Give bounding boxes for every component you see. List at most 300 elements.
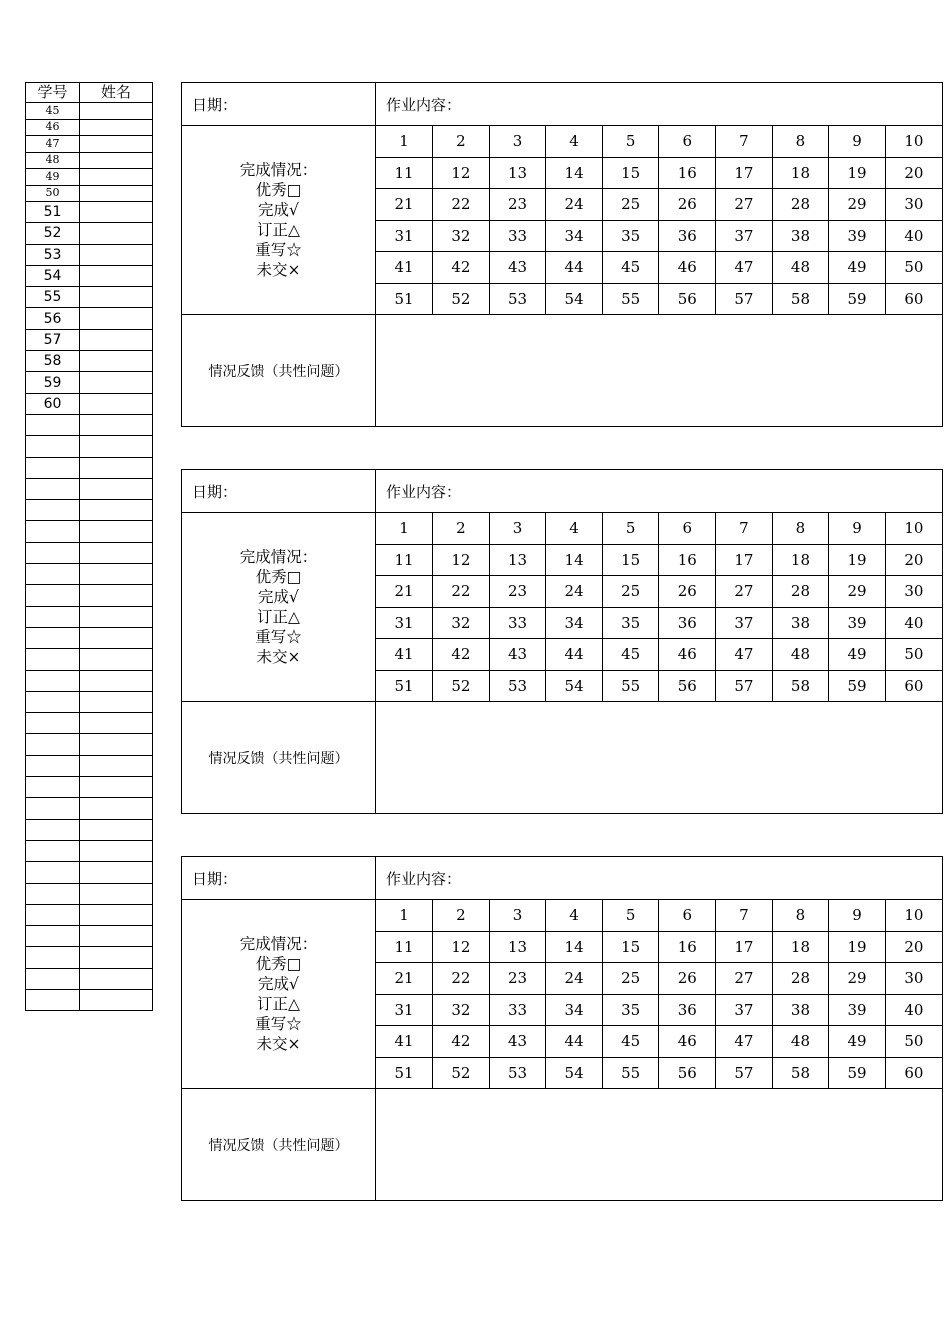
completion-legend-item: 订正△	[257, 221, 300, 239]
student-number: 55	[26, 287, 80, 308]
student-number-cell[interactable]: 58	[772, 670, 829, 701]
student-number-cell[interactable]: 33	[489, 220, 546, 252]
student-number-cell[interactable]: 55	[602, 670, 659, 701]
student-number-cell[interactable]: 14	[546, 544, 603, 576]
student-number-cell[interactable]: 35	[602, 994, 659, 1026]
student-number-cell[interactable]: 42	[433, 639, 490, 671]
completion-legend	[182, 126, 376, 315]
student-number-cell[interactable]: 26	[659, 963, 716, 995]
completion-legend-item: 重写☆	[255, 241, 302, 259]
student-number-cell[interactable]	[26, 500, 80, 521]
student-number-cell[interactable]: 27	[716, 189, 773, 221]
student-number-cell[interactable]	[26, 436, 80, 457]
student-number-cell[interactable]: 12	[433, 931, 490, 963]
student-number-cell[interactable]: 49	[829, 1026, 886, 1058]
student-number-cell[interactable]: 52	[433, 1057, 490, 1088]
student-number-cell[interactable]: 34	[546, 607, 603, 639]
feedback-row	[182, 1089, 943, 1201]
student-name-cell[interactable]	[80, 265, 153, 286]
student-number-cell[interactable]: 3	[489, 900, 546, 931]
student-number-cell[interactable]: 31	[376, 220, 433, 252]
student-number-cell[interactable]: 19	[829, 544, 886, 576]
student-number-cell[interactable]: 43	[489, 1026, 546, 1058]
student-number-cell[interactable]: 35	[602, 607, 659, 639]
student-number-cell[interactable]: 60	[885, 670, 942, 701]
student-number-cell[interactable]: 49	[829, 639, 886, 671]
student-number-cell[interactable]: 42	[433, 252, 490, 284]
student-number-cell[interactable]: 27	[716, 576, 773, 608]
student-number-cell[interactable]: 23	[489, 576, 546, 608]
student-name-cell[interactable]	[80, 436, 153, 457]
student-name-cell[interactable]	[80, 542, 153, 563]
number-grid-row	[376, 931, 942, 963]
student-number: 45	[26, 103, 80, 120]
student-number-cell[interactable]: 16	[659, 544, 716, 576]
student-number-cell[interactable]: 14	[546, 931, 603, 963]
student-number-cell[interactable]: 2	[433, 126, 490, 157]
homework-content-field[interactable]: 作业内容：	[376, 83, 943, 126]
student-number-cell[interactable]: 56	[659, 283, 716, 314]
student-number-cell[interactable]: 59	[829, 670, 886, 701]
student-number-cell[interactable]	[26, 542, 80, 563]
student-number-cell[interactable]: 21	[376, 963, 433, 995]
student-number-cell[interactable]: 3	[489, 513, 546, 544]
completion-legend-item: 重写☆	[255, 628, 302, 646]
student-number-cell[interactable]	[26, 521, 80, 542]
student-number-cell[interactable]: 36	[659, 994, 716, 1026]
student-number-cell[interactable]	[26, 968, 80, 989]
student-number-cell[interactable]: 2	[433, 513, 490, 544]
student-number-cell[interactable]: 39	[829, 607, 886, 639]
student-name-cell[interactable]	[80, 521, 153, 542]
roster-row-empty	[26, 926, 153, 947]
student-number-cell[interactable]: 58	[772, 283, 829, 314]
student-name-cell[interactable]	[80, 414, 153, 435]
student-name-cell[interactable]	[80, 103, 153, 120]
roster-row-empty	[26, 436, 153, 457]
student-number-cell[interactable]: 59	[829, 1057, 886, 1088]
student-name-cell[interactable]	[80, 223, 153, 244]
student-number-cell[interactable]: 57	[716, 670, 773, 701]
student-name-cell[interactable]	[80, 734, 153, 755]
student-name-cell[interactable]	[80, 119, 153, 136]
student-number-cell[interactable]: 4	[546, 513, 603, 544]
student-number-cell[interactable]: 7	[716, 513, 773, 544]
student-number-cell[interactable]: 30	[885, 576, 942, 608]
student-name-cell[interactable]	[80, 904, 153, 925]
student-number-cell[interactable]: 47	[716, 252, 773, 284]
student-number-cell[interactable]	[26, 585, 80, 606]
student-number-cell[interactable]: 37	[716, 994, 773, 1026]
student-number-cell[interactable]: 8	[772, 126, 829, 157]
student-number-cell[interactable]: 8	[772, 513, 829, 544]
student-number-cell[interactable]: 32	[433, 220, 490, 252]
student-name-cell[interactable]	[80, 500, 153, 521]
student-number-cell[interactable]	[26, 734, 80, 755]
student-name-cell[interactable]	[80, 862, 153, 883]
student-number-cell[interactable]: 25	[602, 576, 659, 608]
student-number-cell[interactable]: 52	[433, 283, 490, 314]
student-number-cell[interactable]: 7	[716, 900, 773, 931]
number-grid-row	[376, 900, 942, 931]
completion-legend-item: 完成√	[258, 588, 299, 606]
student-number-cell[interactable]: 24	[546, 576, 603, 608]
roster-row	[26, 136, 153, 153]
date-field[interactable]: 日期：	[182, 857, 376, 900]
student-number-cell[interactable]: 6	[659, 513, 716, 544]
student-number-cell[interactable]: 44	[546, 1026, 603, 1058]
student-number-cell[interactable]: 42	[433, 1026, 490, 1058]
student-number-cell[interactable]: 8	[772, 900, 829, 931]
roster-row	[26, 308, 153, 329]
student-number-cell[interactable]: 9	[829, 513, 886, 544]
student-number-cell[interactable]	[26, 989, 80, 1010]
student-number-cell[interactable]: 24	[546, 189, 603, 221]
student-number-cell[interactable]: 38	[772, 220, 829, 252]
student-number-cell[interactable]: 13	[489, 157, 546, 189]
student-number-cell[interactable]	[26, 606, 80, 627]
student-number-cell[interactable]: 45	[602, 639, 659, 671]
student-number-cell[interactable]: 28	[772, 576, 829, 608]
student-number-cell[interactable]: 17	[716, 544, 773, 576]
student-number-cell[interactable]	[26, 883, 80, 904]
student-name-cell[interactable]	[80, 202, 153, 223]
student-number-cell[interactable]: 34	[546, 994, 603, 1026]
student-number-cell[interactable]: 11	[376, 931, 433, 963]
student-name-cell[interactable]	[80, 185, 153, 202]
student-name-cell[interactable]	[80, 606, 153, 627]
student-number-cell[interactable]: 13	[489, 544, 546, 576]
student-number-cell[interactable]: 38	[772, 607, 829, 639]
student-name-cell[interactable]	[80, 968, 153, 989]
student-number-cell[interactable]: 28	[772, 963, 829, 995]
roster-row-empty	[26, 819, 153, 840]
student-number-cell[interactable]: 33	[489, 994, 546, 1026]
student-number-cell[interactable]	[26, 713, 80, 734]
student-name-cell[interactable]	[80, 372, 153, 393]
student-number-cell[interactable]	[26, 457, 80, 478]
student-number-cell[interactable]: 49	[829, 252, 886, 284]
student-number-cell[interactable]	[26, 691, 80, 712]
student-number-cell[interactable]: 46	[659, 1026, 716, 1058]
student-number-cell[interactable]: 31	[376, 607, 433, 639]
student-number-cell[interactable]: 40	[885, 220, 942, 252]
student-number-cell[interactable]: 18	[772, 544, 829, 576]
student-name-cell[interactable]	[80, 819, 153, 840]
student-number-cell[interactable]: 17	[716, 157, 773, 189]
student-number-cell[interactable]: 53	[489, 670, 546, 701]
student-number-cell[interactable]: 27	[716, 963, 773, 995]
student-number-cell[interactable]: 18	[772, 931, 829, 963]
completion-legend-item: 未交×	[256, 261, 301, 279]
student-number-cell[interactable]: 40	[885, 607, 942, 639]
student-name-cell[interactable]	[80, 798, 153, 819]
student-number-cell[interactable]: 4	[546, 126, 603, 157]
student-number-cell[interactable]	[26, 947, 80, 968]
student-number-cell[interactable]: 51	[376, 670, 433, 701]
student-number-cell[interactable]: 16	[659, 157, 716, 189]
student-number-cell[interactable]: 40	[885, 994, 942, 1026]
student-number-cell[interactable]: 25	[602, 189, 659, 221]
student-name-cell[interactable]	[80, 351, 153, 372]
student-name-cell[interactable]	[80, 169, 153, 186]
student-number-cell[interactable]: 16	[659, 931, 716, 963]
student-number-cell[interactable]: 58	[772, 1057, 829, 1088]
student-number-cell[interactable]: 53	[489, 283, 546, 314]
student-name-cell[interactable]	[80, 989, 153, 1010]
student-name-cell[interactable]	[80, 947, 153, 968]
feedback-area[interactable]	[376, 1089, 943, 1201]
student-number-cell[interactable]: 23	[489, 189, 546, 221]
student-name-cell[interactable]	[80, 152, 153, 169]
number-grid-row	[376, 576, 942, 608]
student-number-cell[interactable]: 35	[602, 220, 659, 252]
student-number-cell[interactable]: 23	[489, 963, 546, 995]
student-number-cell[interactable]: 46	[659, 639, 716, 671]
student-number-cell[interactable]: 54	[546, 283, 603, 314]
student-number-cell[interactable]: 9	[829, 900, 886, 931]
student-name-cell[interactable]	[80, 670, 153, 691]
student-number-cell[interactable]: 30	[885, 963, 942, 995]
student-number-cell[interactable]: 51	[376, 1057, 433, 1088]
student-number-cell[interactable]: 2	[433, 900, 490, 931]
student-number-cell[interactable]: 45	[602, 252, 659, 284]
completion-title: 完成情况：	[239, 935, 318, 953]
student-number-cell[interactable]: 41	[376, 1026, 433, 1058]
number-grid-row	[376, 126, 942, 157]
student-number-cell[interactable]: 32	[433, 994, 490, 1026]
student-number-cell[interactable]: 41	[376, 639, 433, 671]
student-number-cell[interactable]: 43	[489, 639, 546, 671]
student-number-cell[interactable]: 6	[659, 126, 716, 157]
student-number-cell[interactable]: 50	[885, 252, 942, 284]
date-field[interactable]: 日期：	[182, 83, 376, 126]
student-number-cell[interactable]: 22	[433, 576, 490, 608]
student-number-cell[interactable]: 1	[376, 126, 433, 157]
student-number-cell[interactable]	[26, 862, 80, 883]
student-number-cell[interactable]: 18	[772, 157, 829, 189]
student-number-cell[interactable]: 22	[433, 189, 490, 221]
student-number: 57	[26, 329, 80, 350]
date-field[interactable]: 日期：	[182, 470, 376, 513]
student-number-cell[interactable]: 32	[433, 607, 490, 639]
number-grid-row	[376, 252, 942, 284]
roster-row-empty	[26, 755, 153, 776]
student-number-cell[interactable]	[26, 627, 80, 648]
student-number-cell[interactable]: 31	[376, 994, 433, 1026]
student-number-cell[interactable]: 24	[546, 963, 603, 995]
student-number-cell[interactable]: 3	[489, 126, 546, 157]
student-number-cell[interactable]: 39	[829, 220, 886, 252]
student-number-cell[interactable]: 20	[885, 931, 942, 963]
student-number-cell[interactable]: 4	[546, 900, 603, 931]
student-number-cell[interactable]	[26, 926, 80, 947]
student-number-cell[interactable]	[26, 798, 80, 819]
student-number-cell[interactable]: 29	[829, 576, 886, 608]
student-number-cell[interactable]	[26, 649, 80, 670]
student-number-cell[interactable]: 44	[546, 252, 603, 284]
student-number-cell[interactable]: 34	[546, 220, 603, 252]
student-name-cell[interactable]	[80, 691, 153, 712]
student-number-cell[interactable]	[26, 819, 80, 840]
student-number-cell[interactable]: 60	[885, 1057, 942, 1088]
student-number-cell[interactable]: 5	[602, 126, 659, 157]
student-number-cell[interactable]: 36	[659, 220, 716, 252]
student-number-cell[interactable]: 26	[659, 189, 716, 221]
student-name-cell[interactable]	[80, 308, 153, 329]
student-name-cell[interactable]	[80, 755, 153, 776]
student-name-cell[interactable]	[80, 393, 153, 414]
student-number-cell[interactable]: 6	[659, 900, 716, 931]
student-number-cell[interactable]: 56	[659, 1057, 716, 1088]
student-number-cell[interactable]: 47	[716, 1026, 773, 1058]
student-name-cell[interactable]	[80, 585, 153, 606]
student-number-cell[interactable]: 48	[772, 639, 829, 671]
student-number-cell[interactable]	[26, 670, 80, 691]
student-number-cell[interactable]: 50	[885, 1026, 942, 1058]
student-number-cell[interactable]: 1	[376, 900, 433, 931]
student-number-cell[interactable]: 33	[489, 607, 546, 639]
number-grid-row	[376, 513, 942, 544]
student-number-cell[interactable]: 56	[659, 670, 716, 701]
student-number-cell[interactable]: 55	[602, 1057, 659, 1088]
student-number-cell[interactable]: 15	[602, 931, 659, 963]
student-number-cell[interactable]: 54	[546, 670, 603, 701]
student-number-cell[interactable]	[26, 840, 80, 861]
student-number-cell[interactable]: 30	[885, 189, 942, 221]
student-number-cell[interactable]: 52	[433, 670, 490, 701]
student-number-cell[interactable]: 21	[376, 189, 433, 221]
student-name-cell[interactable]	[80, 287, 153, 308]
student-number-cell[interactable]: 57	[716, 1057, 773, 1088]
student-name-cell[interactable]	[80, 564, 153, 585]
student-name-cell[interactable]	[80, 478, 153, 499]
student-number-cell[interactable]: 53	[489, 1057, 546, 1088]
feedback-label: 情况反馈（共性问题）	[182, 1089, 376, 1201]
student-name-cell[interactable]	[80, 649, 153, 670]
number-grid-row	[376, 607, 942, 639]
student-number-cell[interactable]: 10	[885, 900, 942, 931]
student-number-cell[interactable]: 21	[376, 576, 433, 608]
student-number: 49	[26, 169, 80, 186]
student-number-cell[interactable]: 12	[433, 157, 490, 189]
homework-content-field[interactable]: 作业内容：	[376, 470, 943, 513]
student-number-cell[interactable]: 11	[376, 544, 433, 576]
student-number-cell[interactable]	[26, 564, 80, 585]
student-number-cell[interactable]: 51	[376, 283, 433, 314]
student-number-cell[interactable]: 47	[716, 639, 773, 671]
student-number-cell[interactable]: 48	[772, 1026, 829, 1058]
student-name-cell[interactable]	[80, 627, 153, 648]
student-number-cell[interactable]: 55	[602, 283, 659, 314]
roster-row	[26, 287, 153, 308]
student-number-cell[interactable]: 17	[716, 931, 773, 963]
student-number-cell[interactable]: 13	[489, 931, 546, 963]
student-number-cell[interactable]	[26, 478, 80, 499]
student-name-cell[interactable]	[80, 329, 153, 350]
student-number-cell[interactable]: 9	[829, 126, 886, 157]
student-number-cell[interactable]: 20	[885, 544, 942, 576]
student-number-cell[interactable]: 41	[376, 252, 433, 284]
student-number-cell[interactable]: 19	[829, 931, 886, 963]
student-number-cell[interactable]: 19	[829, 157, 886, 189]
student-name-cell[interactable]	[80, 244, 153, 265]
student-number-cell[interactable]: 46	[659, 252, 716, 284]
student-number-cell[interactable]: 45	[602, 1026, 659, 1058]
roster-row-empty	[26, 883, 153, 904]
feedback-area[interactable]	[376, 315, 943, 427]
student-number-cell[interactable]: 5	[602, 513, 659, 544]
roster-row-empty	[26, 713, 153, 734]
student-number-cell[interactable]: 48	[772, 252, 829, 284]
student-name-cell[interactable]	[80, 713, 153, 734]
student-number-cell[interactable]: 14	[546, 157, 603, 189]
student-number-cell[interactable]: 12	[433, 544, 490, 576]
student-number-cell[interactable]: 37	[716, 607, 773, 639]
student-number-cell[interactable]: 5	[602, 900, 659, 931]
student-number-cell[interactable]: 15	[602, 157, 659, 189]
student-number-cell[interactable]	[26, 755, 80, 776]
student-number-cell[interactable]: 39	[829, 994, 886, 1026]
completion-legend-item: 订正△	[257, 608, 300, 626]
student-number-cell[interactable]: 15	[602, 544, 659, 576]
student-number-cell[interactable]	[26, 414, 80, 435]
student-number-cell[interactable]: 57	[716, 283, 773, 314]
student-number-cell[interactable]: 25	[602, 963, 659, 995]
student-number-cell[interactable]	[26, 904, 80, 925]
student-number-cell[interactable]: 59	[829, 283, 886, 314]
roster-row-empty	[26, 564, 153, 585]
student-name-cell[interactable]	[80, 457, 153, 478]
student-number-cell[interactable]: 7	[716, 126, 773, 157]
student-number-cell[interactable]: 44	[546, 639, 603, 671]
student-number-cell[interactable]: 10	[885, 513, 942, 544]
roster-row-empty	[26, 478, 153, 499]
student-name-cell[interactable]	[80, 926, 153, 947]
student-name-cell[interactable]	[80, 777, 153, 798]
student-name-cell[interactable]	[80, 136, 153, 153]
student-number-cell[interactable]: 60	[885, 283, 942, 314]
student-number-cell[interactable]: 20	[885, 157, 942, 189]
student-number-cell[interactable]: 29	[829, 189, 886, 221]
student-number-cell[interactable]: 50	[885, 639, 942, 671]
roster-row	[26, 103, 153, 120]
student-number-cell[interactable]: 28	[772, 189, 829, 221]
student-number-cell[interactable]: 36	[659, 607, 716, 639]
student-number-cell[interactable]: 10	[885, 126, 942, 157]
student-number-cell[interactable]: 54	[546, 1057, 603, 1088]
student-number-cell[interactable]: 43	[489, 252, 546, 284]
student-number-cell[interactable]: 38	[772, 994, 829, 1026]
student-number-cell[interactable]: 1	[376, 513, 433, 544]
student-number-cell[interactable]: 11	[376, 157, 433, 189]
homework-content-field[interactable]: 作业内容：	[376, 857, 943, 900]
student-name-cell[interactable]	[80, 840, 153, 861]
block-header-row	[182, 83, 943, 126]
student-number-cell[interactable]: 29	[829, 963, 886, 995]
student-number-cell[interactable]	[26, 777, 80, 798]
roster-row-empty	[26, 649, 153, 670]
student-number-cell[interactable]: 26	[659, 576, 716, 608]
roster-row	[26, 223, 153, 244]
student-number-cell[interactable]: 37	[716, 220, 773, 252]
roster-row-empty	[26, 947, 153, 968]
roster-row-empty	[26, 734, 153, 755]
student-number-cell[interactable]: 22	[433, 963, 490, 995]
feedback-label: 情况反馈（共性问题）	[182, 702, 376, 814]
student-name-cell[interactable]	[80, 883, 153, 904]
feedback-area[interactable]	[376, 702, 943, 814]
